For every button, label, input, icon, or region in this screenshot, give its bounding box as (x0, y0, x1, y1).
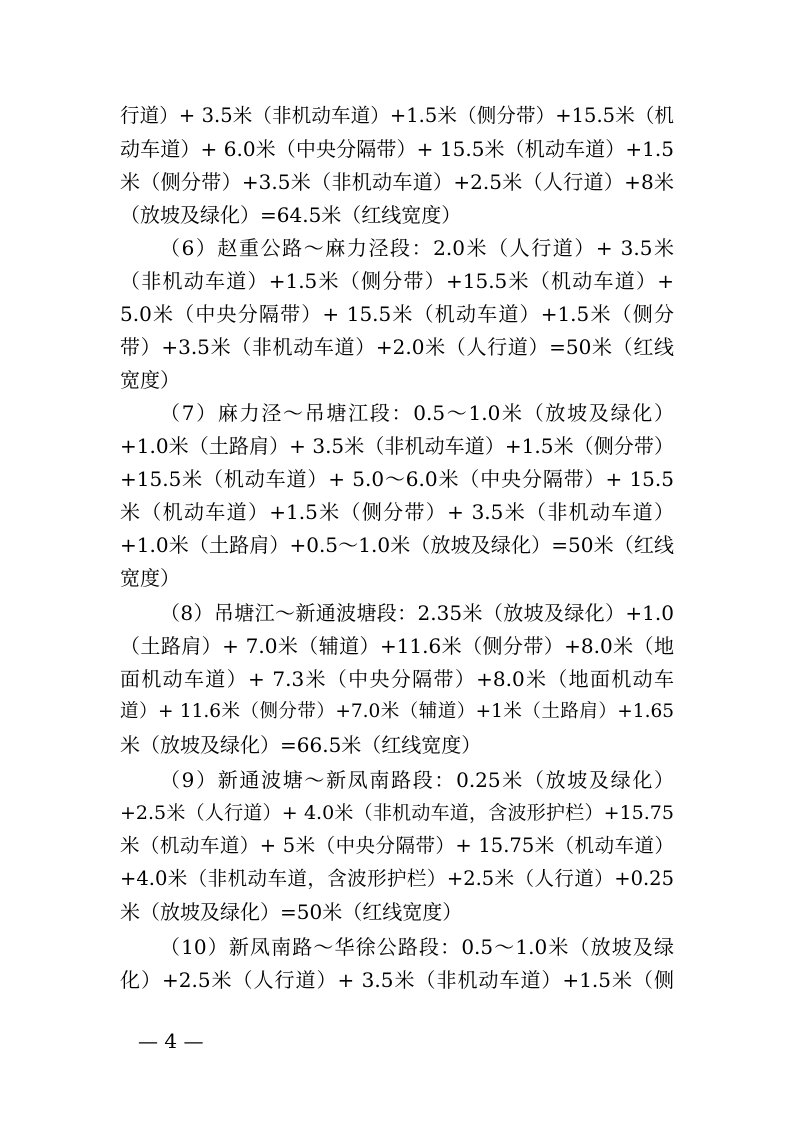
text-line: 米（放坡及绿化）=50米（红线宽度） (120, 900, 463, 924)
text-line: +1.0米（土路肩）+0.5～1.0米（放坡及绿化）=50米（红线 (120, 533, 674, 557)
text-line: 行道）+ 3.5米（非机动车道）+1.5米（侧分带）+15.5米（机 (120, 104, 674, 127)
text-line: （放坡及绿化）=64.5米（红线宽度） (120, 203, 462, 227)
text-line: （非机动车道）+1.5米（侧分带）+15.5米（机动车道）+ (120, 269, 674, 293)
paragraph-7-first-line: （7）麻力泾～吊塘江段：0.5～1.0米（放坡及绿化） (160, 401, 674, 425)
text-line: （土路肩）+ 7.0米（辅道）+11.6米（侧分带）+8.0米（地 (120, 634, 674, 658)
text-line: 宽度） (120, 566, 180, 590)
text-line: 带）+3.5米（非机动车道）+2.0米（人行道）=50米（红线 (120, 335, 674, 359)
text-line: 米（侧分带）+3.5米（非机动车道）+2.5米（人行道）+8米 (120, 170, 674, 194)
text-line: +2.5米（人行道）+ 4.0米（非机动车道，含波形护栏）+15.75 (120, 802, 674, 824)
paragraph-8-first-line: （8）吊塘江～新通波塘段：2.35米（放坡及绿化）+1.0 (160, 601, 674, 625)
text-line: 5.0米（中央分隔带）+ 15.5米（机动车道）+1.5米（侧分 (120, 302, 674, 326)
text-line: 动车道）+ 6.0米（中央分隔带）+ 15.5米（机动车道）+1.5 (120, 137, 674, 161)
text-line: 面机动车道）+ 7.3米（中央分隔带）+8.0米（地面机动车 (120, 667, 674, 691)
text-line: 米（机动车道）+ 5米（中央分隔带）+ 15.75米（机动车道） (120, 834, 674, 857)
text-line: 化）+2.5米（人行道）+ 3.5米（非机动车道）+1.5米（侧 (120, 968, 674, 992)
paragraph-10-first-line: （10）新凤南路～华徐公路段：0.5～1.0米（放坡及绿 (160, 935, 674, 959)
paragraph-6-first-line: （6）赵重公路～麻力泾段：2.0米（人行道）+ 3.5米 (160, 236, 674, 260)
text-line: +1.0米（土路肩）+ 3.5米（非机动车道）+1.5米（侧分带） (120, 434, 674, 458)
text-line: +15.5米（机动车道）+ 5.0～6.0米（中央分隔带）+ 15.5 (120, 467, 674, 491)
text-line: +4.0米（非机动车道，含波形护栏）+2.5米（人行道）+0.25 (120, 867, 674, 890)
paragraph-9-first-line: （9）新通波塘～新凤南路段：0.25米（放坡及绿化） (160, 768, 674, 792)
text-line: 道）+ 11.6米（侧分带）+7.0米（辅道）+1米（土路肩）+1.65 (120, 701, 674, 722)
text-line: 米（机动车道）+1.5米（侧分带）+ 3.5米（非机动车道） (120, 500, 674, 524)
text-line: 米（放坡及绿化）=66.5米（红线宽度） (120, 733, 482, 757)
text-line: 宽度） (120, 368, 180, 392)
page-number: — 4 — (138, 1029, 204, 1053)
